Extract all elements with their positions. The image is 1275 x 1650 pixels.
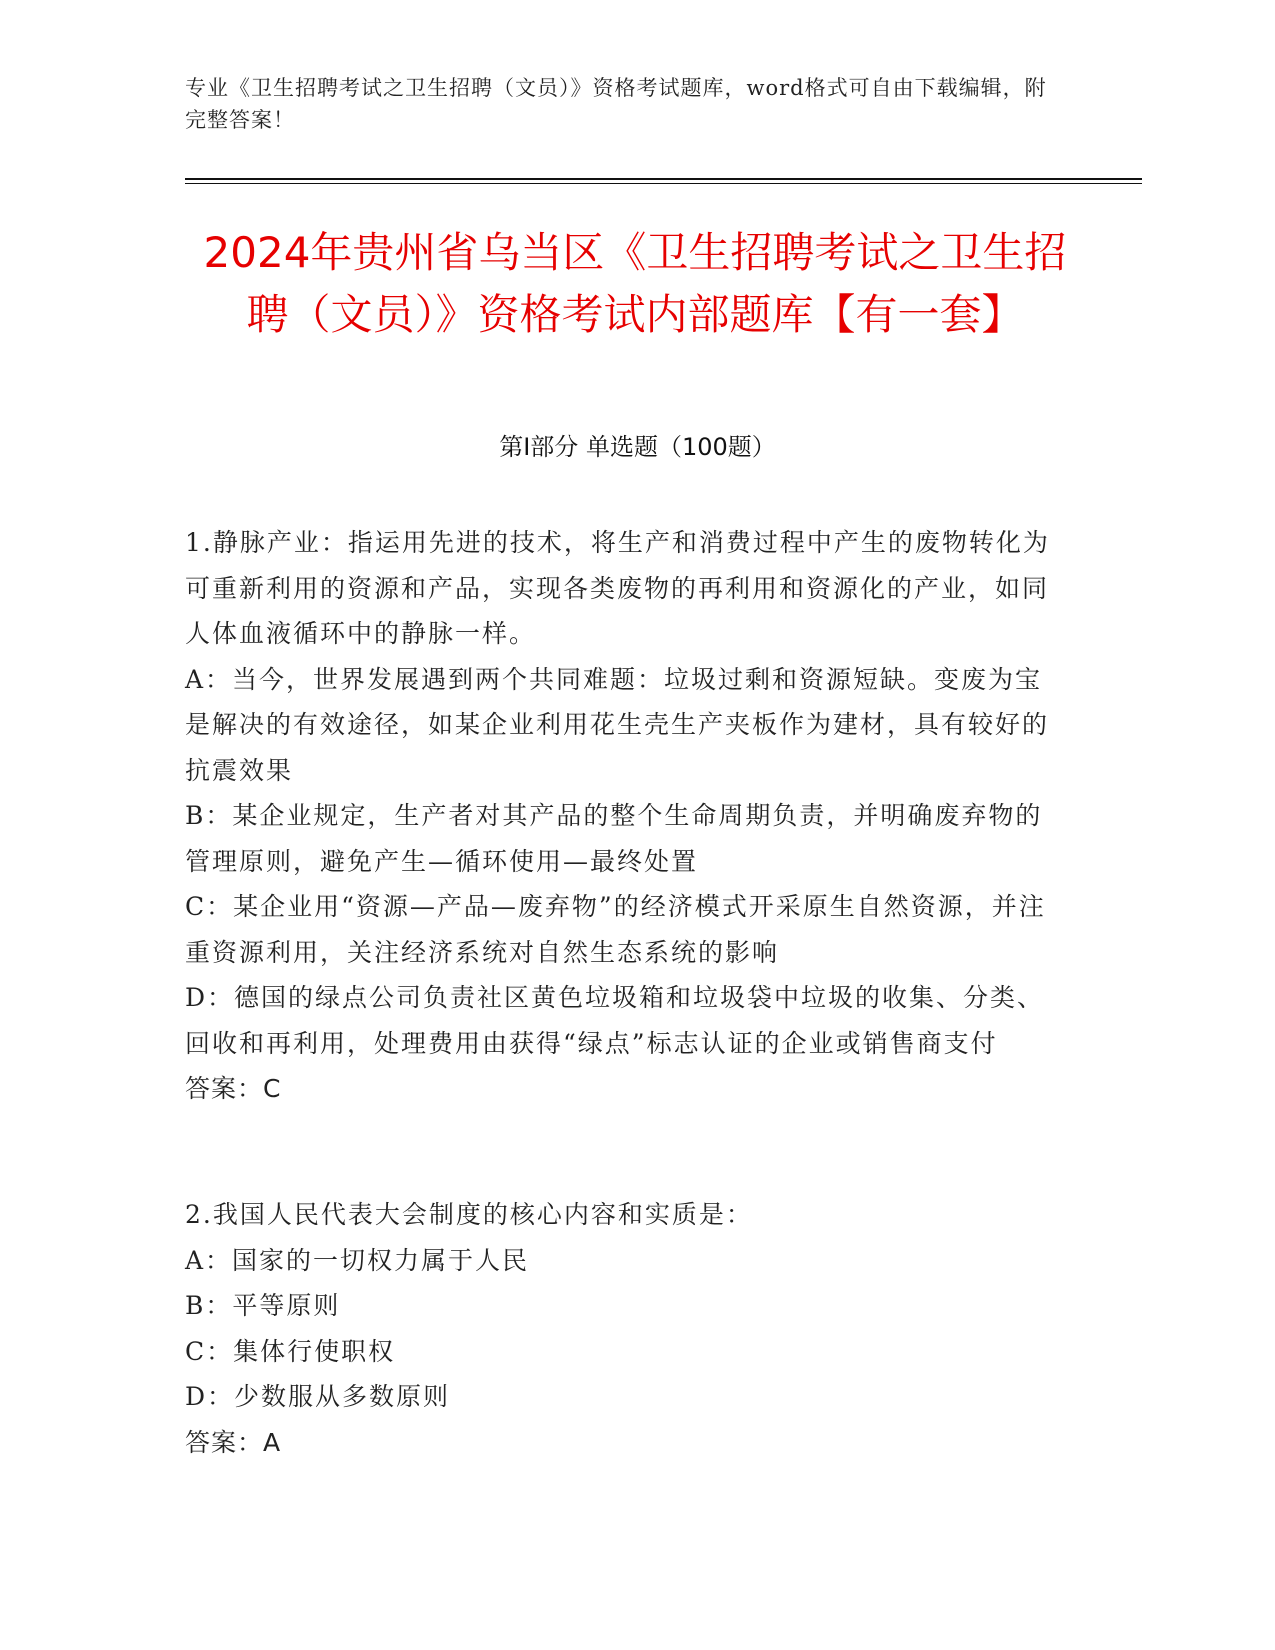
question-2 — [185, 1192, 1065, 1465]
answer: 答案：A — [185, 1427, 282, 1457]
question-stem: 2.我国人民代表大会制度的核心内容和实质是： — [185, 1200, 753, 1229]
header-rule-thin — [185, 183, 1142, 184]
option-c: C：某企业用“资源—产品—废弃物”的经济模式开采原生自然资源，并注重资源利用，关注经济系统对自然生态系统的影响 — [185, 892, 1046, 967]
header-note: 专业《卫生招聘考试之卫生招聘（文员）》资格考试题库，word格式可自由下载编辑，附完整答案！ — [185, 76, 1047, 132]
option-d: D：少数服从多数原则 — [185, 1382, 451, 1411]
document-title: 2024年贵州省乌当区《卫生招聘考试之卫生招聘（文员）》资格考试内部题库【有一套】 — [203, 228, 1067, 339]
question-stem: 1.静脉产业：指运用先进的技术，将生产和消费过程中产生的废物转化为可重新利用的资源和产品，实现各类废物的再利用和资源化的产业，如同人体血液循环中的静脉一样。 — [185, 528, 1050, 648]
option-b: B：某企业规定，生产者对其产品的整个生命周期负责，并明确废弃物的管理原则，避免产生—循环使用—最终处置 — [185, 801, 1043, 876]
option-c: C：集体行使职权 — [185, 1336, 396, 1366]
option-a: A：国家的一切权力属于人民 — [185, 1245, 530, 1275]
header-rule-thick — [185, 178, 1142, 180]
option-d: D：德国的绿点公司负责社区黄色垃圾箱和垃圾袋中垃圾的收集、分类、回收和再利用，处理费用由获得“绿点”标志认证的企业或销售商支付 — [185, 983, 1045, 1058]
question-1 — [185, 520, 1065, 1112]
option-a: A：当今，世界发展遇到两个共同难题：垃圾过剩和资源短缺。变废为宝是解决的有效途径，如某企业利用花生壳生产夹板作为建材，具有较好的抗震效果 — [185, 664, 1050, 785]
section-heading: 第Ⅰ部分 单选题（100题） — [499, 433, 776, 461]
answer: 答案：C — [185, 1074, 282, 1103]
option-b: B：平等原则 — [185, 1291, 341, 1320]
